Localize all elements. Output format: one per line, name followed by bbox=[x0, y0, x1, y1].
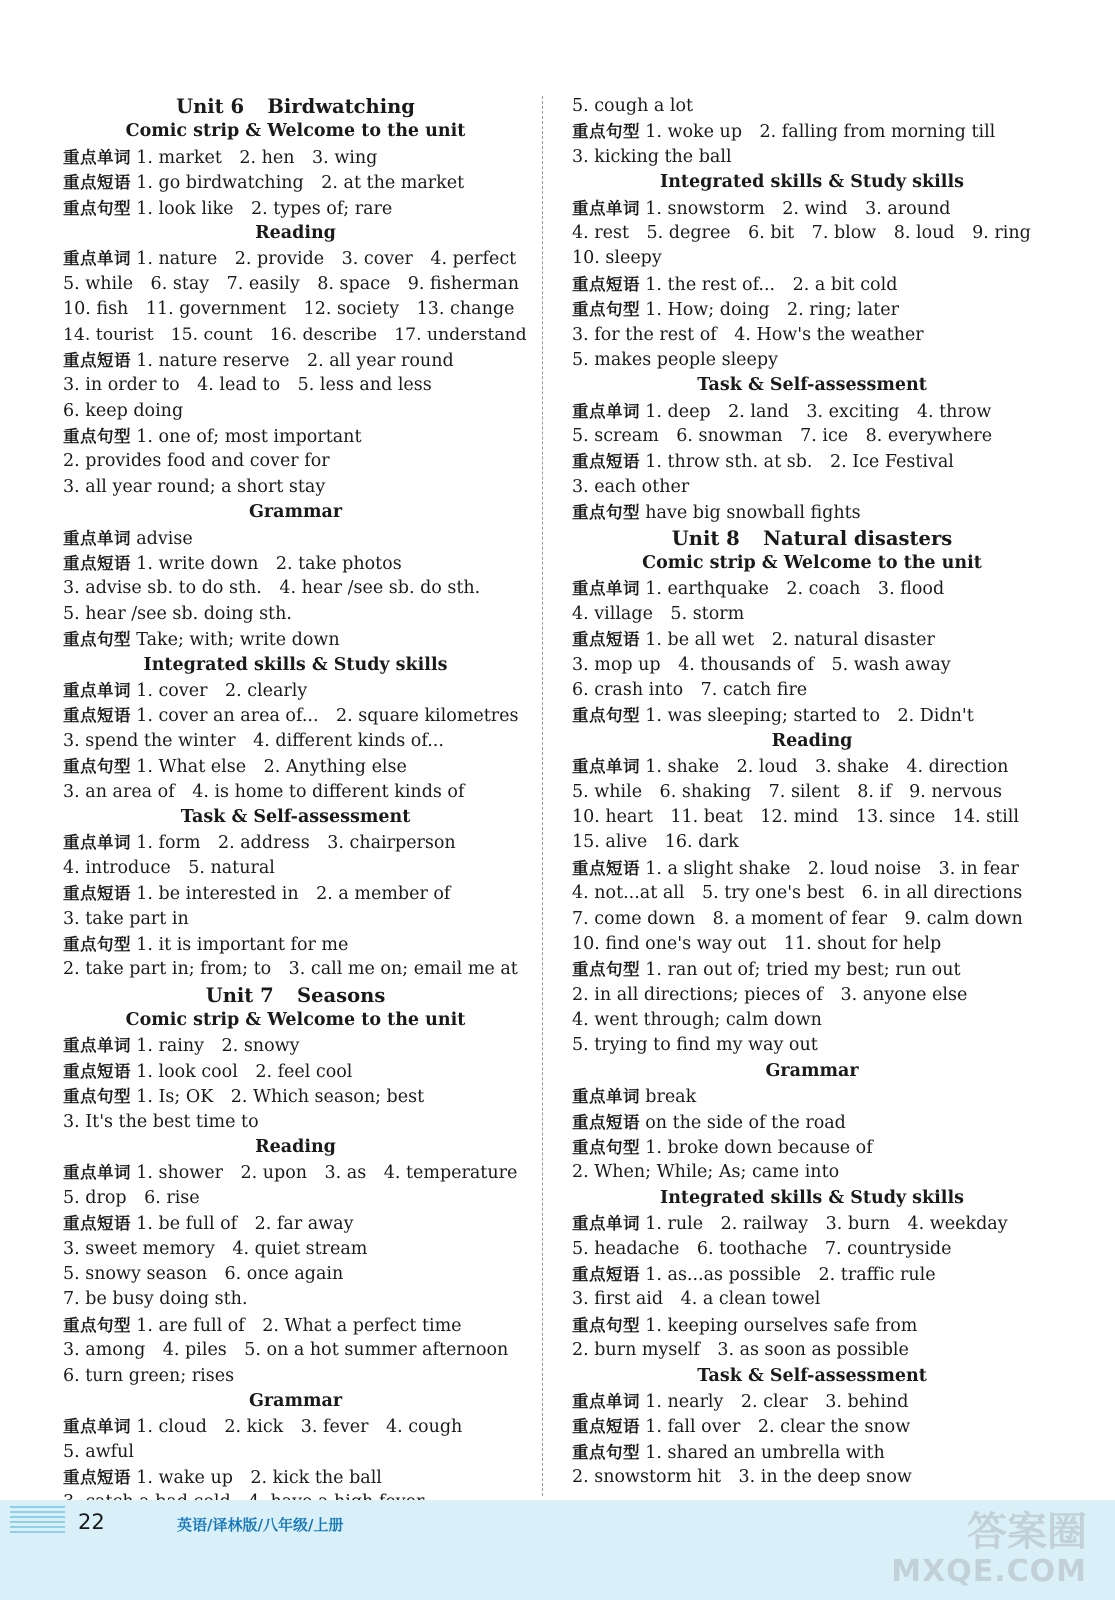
unit-title: Natural disasters bbox=[763, 526, 953, 550]
answer-text: 6. turn green; rises bbox=[63, 1365, 235, 1386]
answer-line bbox=[63, 551, 528, 576]
answer-line bbox=[572, 145, 1052, 170]
answer-text: 1. the rest of... 2. a bit cold bbox=[645, 274, 898, 295]
answer-text: 1. How; doing 2. ring; later bbox=[645, 300, 899, 321]
unit-title: Seasons bbox=[297, 983, 386, 1007]
answer-line bbox=[572, 576, 1052, 601]
answer-text: 1. ran out of; tried my best; run out bbox=[645, 960, 961, 981]
section-heading: Integrated skills & Study skills bbox=[143, 654, 448, 675]
category-tag: 重点单词 bbox=[63, 680, 131, 700]
answer-text: 3. It's the best time to bbox=[63, 1111, 259, 1132]
answer-text: 5. drop 6. rise bbox=[63, 1187, 200, 1208]
answer-text: 4. rest 5. degree 6. bit 7. blow 8. loud 9. ring bbox=[572, 222, 1031, 243]
answer-text: 1. cover 2. clearly bbox=[136, 680, 308, 701]
answer-text: 1. earthquake 2. coach 3. flood bbox=[645, 579, 945, 600]
answer-text: 1. are full of 2. What a perfect time bbox=[136, 1315, 462, 1336]
answer-line bbox=[63, 196, 528, 221]
book-info: 英语/译林版/八年级/上册 bbox=[177, 1516, 344, 1534]
answer-line bbox=[63, 373, 528, 398]
answer-line bbox=[572, 1440, 1052, 1465]
category-tag: 重点单词 bbox=[572, 1087, 640, 1107]
answer-text: 10. find one's way out 11. shout for help bbox=[572, 933, 942, 954]
unit-heading bbox=[63, 94, 528, 119]
answer-text: 3. an area of 4. is home to different kinds of bbox=[63, 781, 465, 802]
section-heading: Reading bbox=[255, 222, 336, 243]
answer-line bbox=[63, 449, 528, 474]
answer-line bbox=[572, 805, 1052, 830]
answer-text: 3. each other bbox=[572, 476, 690, 497]
answer-text: 1. look like 2. types of; rare bbox=[136, 198, 393, 219]
page-number: 22 bbox=[78, 1510, 105, 1534]
answer-line bbox=[572, 1211, 1052, 1236]
answer-line bbox=[63, 272, 528, 297]
category-tag: 重点短语 bbox=[572, 452, 640, 472]
answer-line bbox=[63, 1211, 528, 1236]
answer-text: 2. take part in; from; to 3. call me on; email me at bbox=[63, 959, 518, 980]
answer-line bbox=[63, 297, 528, 322]
answer-text: 1. shower 2. upon 3. as 4. temperature bbox=[136, 1163, 518, 1184]
answer-line bbox=[572, 1338, 1052, 1363]
answer-line bbox=[63, 1033, 528, 1058]
category-tag: 重点短语 bbox=[63, 1214, 131, 1234]
unit-number: Unit 7 bbox=[205, 983, 274, 1007]
answer-text: 5. cough a lot bbox=[572, 96, 694, 116]
answer-text: 3. sweet memory 4. quiet stream bbox=[63, 1238, 368, 1259]
section-heading: Reading bbox=[771, 730, 853, 751]
answer-text: 3. take part in bbox=[63, 908, 189, 929]
answer-text: 1. keeping ourselves safe from bbox=[645, 1315, 918, 1336]
answer-line bbox=[572, 1110, 1052, 1135]
answer-text: 1. fall over 2. clear the snow bbox=[645, 1417, 911, 1438]
answer-text: 1. shake 2. loud 3. shake 4. direction bbox=[645, 757, 1009, 778]
answer-line bbox=[63, 348, 528, 373]
answer-text: 3. first aid 4. a clean towel bbox=[572, 1289, 821, 1310]
answer-line bbox=[63, 1262, 528, 1287]
answer-line bbox=[572, 323, 1052, 348]
answer-line bbox=[572, 627, 1052, 652]
category-tag: 重点单词 bbox=[572, 757, 640, 777]
answer-text: 1. write down 2. take photos bbox=[136, 554, 402, 575]
answer-line bbox=[572, 1287, 1052, 1312]
answer-text: 3. spend the winter 4. different kinds of... bbox=[63, 730, 444, 751]
category-tag: 重点句型 bbox=[572, 1138, 640, 1158]
section-heading: Reading bbox=[255, 1137, 336, 1158]
answer-line bbox=[572, 678, 1052, 703]
answer-line bbox=[572, 1313, 1052, 1338]
answer-text: 1. go birdwatching 2. at the market bbox=[136, 173, 465, 194]
category-tag: 重点单词 bbox=[63, 147, 131, 167]
answer-column-left bbox=[63, 94, 528, 1516]
answer-line bbox=[572, 94, 1052, 119]
answer-text: 5. while 6. stay 7. easily 8. space 9. fisherman bbox=[63, 273, 519, 294]
answer-line bbox=[63, 1160, 528, 1185]
answer-line bbox=[63, 246, 528, 271]
answer-text: 1. one of; most important bbox=[136, 427, 362, 448]
answer-text: 5. awful bbox=[63, 1441, 135, 1462]
answer-text: 2. burn myself 3. as soon as possible bbox=[572, 1340, 909, 1361]
answer-line bbox=[572, 1465, 1052, 1490]
answer-text: 2. provides food and cover for bbox=[63, 451, 330, 472]
answer-text: 1. be interested in 2. a member of bbox=[136, 884, 451, 905]
answer-line bbox=[63, 1287, 528, 1312]
category-tag: 重点句型 bbox=[572, 503, 640, 523]
answer-line bbox=[63, 856, 528, 881]
answer-line bbox=[572, 830, 1052, 855]
unit-title: Birdwatching bbox=[267, 95, 415, 118]
answer-text: 1. throw sth. at sb. 2. Ice Festival bbox=[645, 452, 954, 473]
answer-line bbox=[572, 424, 1052, 449]
category-tag: 重点单词 bbox=[63, 1036, 131, 1056]
answer-text: 4. not...at all 5. try one's best 6. in all directions bbox=[572, 883, 1023, 904]
answer-line bbox=[63, 399, 528, 424]
answer-line bbox=[63, 323, 528, 348]
answer-text: 1. market 2. hen 3. wing bbox=[136, 147, 378, 168]
answer-text: 1. Is; OK 2. Which season; best bbox=[136, 1087, 425, 1108]
category-tag: 重点句型 bbox=[572, 300, 640, 320]
answer-text: 1. snowstorm 2. wind 3. around bbox=[645, 198, 951, 219]
answer-text: 1. nature 2. provide 3. cover 4. perfect bbox=[136, 249, 517, 270]
category-tag: 重点句型 bbox=[63, 757, 131, 777]
answer-line bbox=[63, 1084, 528, 1109]
answer-text: 6. crash into 7. catch fire bbox=[572, 679, 808, 700]
answer-text: 1. woke up 2. falling from morning till bbox=[645, 122, 996, 143]
answer-line bbox=[572, 1389, 1052, 1414]
answer-text: 1. deep 2. land 3. exciting 4. throw bbox=[645, 401, 992, 422]
answer-line bbox=[572, 1414, 1052, 1439]
answer-text: 2. When; While; As; came into bbox=[572, 1162, 840, 1183]
category-tag: 重点句型 bbox=[572, 1442, 640, 1462]
category-tag: 重点单词 bbox=[63, 249, 131, 269]
answer-line bbox=[63, 830, 528, 855]
category-tag: 重点短语 bbox=[572, 1417, 640, 1437]
answer-text: 14. tourist 15. count 16. describe 17. understand bbox=[63, 324, 527, 345]
answer-text: 3. in order to 4. lead to 5. less and less bbox=[63, 375, 432, 396]
section-heading: Grammar bbox=[248, 1390, 343, 1411]
answer-line bbox=[63, 1237, 528, 1262]
answer-line bbox=[572, 348, 1052, 373]
answer-text: have big snowball fights bbox=[645, 503, 861, 524]
answer-line bbox=[572, 754, 1052, 779]
answer-line bbox=[572, 1084, 1052, 1109]
answer-line bbox=[63, 678, 528, 703]
answer-line bbox=[572, 932, 1052, 957]
answer-line bbox=[572, 1008, 1052, 1033]
answer-text: 1. cloud 2. kick 3. fever 4. cough bbox=[136, 1417, 463, 1438]
answer-line bbox=[63, 729, 528, 754]
category-tag: 重点短语 bbox=[572, 858, 640, 878]
answer-text: 10. sleepy bbox=[572, 248, 662, 269]
answer-line bbox=[572, 983, 1052, 1008]
answer-line bbox=[572, 221, 1052, 246]
answer-line bbox=[572, 856, 1052, 881]
answer-text: 7. be busy doing sth. bbox=[63, 1289, 248, 1310]
category-tag: 重点短语 bbox=[63, 350, 131, 370]
answer-text: 1. nearly 2. clear 3. behind bbox=[645, 1391, 909, 1412]
answer-text: 1. it is important for me bbox=[136, 934, 349, 955]
answer-line bbox=[572, 475, 1052, 500]
answer-line bbox=[572, 246, 1052, 271]
category-tag: 重点句型 bbox=[63, 427, 131, 447]
answer-text: 3. for the rest of 4. How's the weather bbox=[572, 324, 924, 345]
answer-text: 15. alive 16. dark bbox=[572, 832, 739, 853]
section-heading: Integrated skills & Study skills bbox=[660, 1187, 964, 1208]
answer-text: 1. look cool 2. feel cool bbox=[136, 1061, 353, 1082]
category-tag: 重点短语 bbox=[63, 554, 131, 574]
answer-column-right bbox=[572, 94, 1052, 1490]
answer-text: 3. advise sb. to do sth. 4. hear /see sb. do sth. bbox=[63, 578, 481, 599]
answer-line bbox=[63, 957, 528, 982]
category-tag: 重点句型 bbox=[63, 630, 131, 650]
answer-text: 6. keep doing bbox=[63, 400, 184, 421]
answer-text: 5. scream 6. snowman 7. ice 8. everywhere bbox=[572, 426, 993, 447]
answer-line bbox=[572, 196, 1052, 221]
answer-text: 4. went through; calm down bbox=[572, 1010, 822, 1031]
answer-text: 1. shared an umbrella with bbox=[645, 1442, 885, 1463]
category-tag: 重点单词 bbox=[572, 198, 640, 218]
answer-text: Take; with; write down bbox=[136, 630, 340, 651]
answer-line bbox=[63, 780, 528, 805]
category-tag: 重点句型 bbox=[63, 198, 131, 218]
category-tag: 重点句型 bbox=[572, 960, 640, 980]
answer-text: 1. as...as possible 2. traffic rule bbox=[645, 1264, 936, 1285]
answer-text: on the side of the road bbox=[645, 1112, 846, 1133]
answer-text: 5. hear /see sb. doing sth. bbox=[63, 603, 292, 624]
answer-line bbox=[63, 170, 528, 195]
category-tag: 重点短语 bbox=[63, 1468, 131, 1488]
answer-line bbox=[572, 1033, 1052, 1058]
answer-text: 1. wake up 2. kick the ball bbox=[136, 1468, 382, 1489]
answer-text: 1. form 2. address 3. chairperson bbox=[136, 833, 456, 854]
category-tag: 重点短语 bbox=[572, 1264, 640, 1284]
answer-text: 10. heart 11. beat 12. mind 13. since 14. still bbox=[572, 806, 1019, 827]
unit-number: Unit 8 bbox=[671, 526, 740, 550]
answer-line bbox=[572, 1160, 1052, 1185]
category-tag: 重点句型 bbox=[63, 934, 131, 954]
category-tag: 重点句型 bbox=[572, 1315, 640, 1335]
column-divider bbox=[542, 96, 543, 1496]
answer-text: 1. broke down because of bbox=[645, 1138, 873, 1159]
unit-number: Unit 6 bbox=[176, 95, 245, 118]
answer-line bbox=[63, 602, 528, 627]
answer-line bbox=[63, 145, 528, 170]
answer-line bbox=[63, 1364, 528, 1389]
watermark-site: MXQE.COM bbox=[891, 1554, 1087, 1589]
answer-text: 1. rule 2. railway 3. burn 4. weekday bbox=[645, 1214, 1008, 1235]
answer-line bbox=[572, 272, 1052, 297]
answer-text: break bbox=[645, 1087, 697, 1108]
answer-text: 4. introduce 5. natural bbox=[63, 857, 275, 878]
watermark-logo: 答案圈 bbox=[967, 1509, 1087, 1555]
watermark bbox=[887, 1500, 1087, 1596]
answer-text: 4. village 5. storm bbox=[572, 603, 745, 624]
answer-text: 1. was sleeping; started to 2. Didn't bbox=[645, 706, 974, 727]
answer-text: 1. be all wet 2. natural disaster bbox=[645, 630, 935, 651]
answer-line bbox=[572, 297, 1052, 322]
answer-line bbox=[63, 1414, 528, 1439]
answer-text: 5. trying to find my way out bbox=[572, 1035, 818, 1056]
answer-line bbox=[63, 1465, 528, 1490]
section-heading: Grammar bbox=[765, 1060, 859, 1081]
answer-line bbox=[572, 119, 1052, 144]
answer-line bbox=[63, 932, 528, 957]
answer-text: 3. all year round; a short stay bbox=[63, 476, 326, 497]
answer-line bbox=[572, 1237, 1052, 1262]
answer-line bbox=[572, 399, 1052, 424]
category-tag: 重点单词 bbox=[63, 1417, 131, 1437]
answer-line bbox=[63, 1110, 528, 1135]
answer-text: 3. mop up 4. thousands of 5. wash away bbox=[572, 654, 951, 675]
answer-line bbox=[572, 1262, 1052, 1287]
answer-line bbox=[63, 1059, 528, 1084]
category-tag: 重点短语 bbox=[63, 884, 131, 904]
category-tag: 重点句型 bbox=[572, 122, 640, 142]
category-tag: 重点短语 bbox=[572, 274, 640, 294]
section-heading: Integrated skills & Study skills bbox=[660, 172, 964, 193]
answer-line bbox=[63, 1338, 528, 1363]
category-tag: 重点单词 bbox=[572, 401, 640, 421]
answer-line bbox=[572, 780, 1052, 805]
answer-text: 2. in all directions; pieces of 3. anyone else bbox=[572, 984, 968, 1005]
answer-line bbox=[572, 703, 1052, 728]
category-tag: 重点短语 bbox=[63, 706, 131, 726]
section-heading: Task & Self-assessment bbox=[697, 375, 927, 396]
section-heading: Task & Self-assessment bbox=[697, 1365, 927, 1386]
answer-text: 5. makes people sleepy bbox=[572, 349, 778, 370]
category-tag: 重点单词 bbox=[572, 579, 640, 599]
unit-heading bbox=[572, 526, 1052, 551]
unit-heading bbox=[63, 983, 528, 1008]
answer-text: advise bbox=[136, 528, 193, 549]
answer-line bbox=[63, 703, 528, 728]
category-tag: 重点短语 bbox=[63, 173, 131, 193]
category-tag: 重点句型 bbox=[572, 706, 640, 726]
category-tag: 重点单词 bbox=[63, 833, 131, 853]
answer-line bbox=[63, 1186, 528, 1211]
answer-line bbox=[63, 907, 528, 932]
answer-text: 1. a slight shake 2. loud noise 3. in fear bbox=[645, 858, 1019, 879]
answer-line bbox=[63, 424, 528, 449]
answer-text: 7. come down 8. a moment of fear 9. calm down bbox=[572, 908, 1023, 929]
answer-line bbox=[572, 881, 1052, 906]
answer-line bbox=[63, 1313, 528, 1338]
category-tag: 重点单词 bbox=[63, 528, 131, 548]
answer-line bbox=[572, 500, 1052, 525]
answer-line bbox=[572, 1135, 1052, 1160]
answer-line bbox=[572, 653, 1052, 678]
answer-line bbox=[572, 907, 1052, 932]
category-tag: 重点句型 bbox=[63, 1315, 131, 1335]
category-tag: 重点短语 bbox=[572, 1112, 640, 1132]
answer-text: 1. cover an area of... 2. square kilometres bbox=[136, 706, 519, 727]
category-tag: 重点单词 bbox=[572, 1391, 640, 1411]
answer-text: 1. be full of 2. far away bbox=[136, 1214, 354, 1235]
answer-text: 2. snowstorm hit 3. in the deep snow bbox=[572, 1467, 912, 1488]
answer-line bbox=[572, 602, 1052, 627]
footer-stripe-decoration bbox=[10, 1506, 65, 1534]
section-heading: Task & Self-assessment bbox=[180, 806, 411, 827]
answer-line bbox=[572, 449, 1052, 474]
answer-text: 3. among 4. piles 5. on a hot summer afternoon bbox=[63, 1340, 509, 1361]
category-tag: 重点句型 bbox=[63, 1087, 131, 1107]
category-tag: 重点短语 bbox=[63, 1061, 131, 1081]
section-heading: Comic strip & Welcome to the unit bbox=[642, 553, 982, 574]
category-tag: 重点短语 bbox=[572, 630, 640, 650]
answer-text: 1. nature reserve 2. all year round bbox=[136, 350, 454, 371]
answer-line bbox=[63, 754, 528, 779]
answer-text: 5. while 6. shaking 7. silent 8. if 9. nervous bbox=[572, 781, 1003, 802]
answer-text: 10. fish 11. government 12. society 13. change bbox=[63, 299, 515, 320]
answer-text: 1. rainy 2. snowy bbox=[136, 1036, 300, 1057]
answer-line bbox=[63, 475, 528, 500]
answer-text: 3. kicking the ball bbox=[572, 146, 732, 167]
answer-line bbox=[572, 957, 1052, 982]
answer-line bbox=[63, 1440, 528, 1465]
answer-text: 5. snowy season 6. once again bbox=[63, 1263, 344, 1284]
category-tag: 重点单词 bbox=[572, 1214, 640, 1234]
category-tag: 重点单词 bbox=[63, 1163, 131, 1183]
section-heading: Comic strip & Welcome to the unit bbox=[125, 1010, 466, 1031]
answer-line bbox=[63, 526, 528, 551]
answer-text: 5. headache 6. toothache 7. countryside bbox=[572, 1238, 952, 1259]
page-footer bbox=[0, 1500, 1115, 1600]
section-heading: Comic strip & Welcome to the unit bbox=[125, 121, 466, 142]
answer-text: 1. What else 2. Anything else bbox=[136, 757, 407, 778]
answer-line bbox=[63, 881, 528, 906]
answer-line bbox=[63, 576, 528, 601]
section-heading: Grammar bbox=[248, 502, 343, 523]
answer-line bbox=[63, 627, 528, 652]
